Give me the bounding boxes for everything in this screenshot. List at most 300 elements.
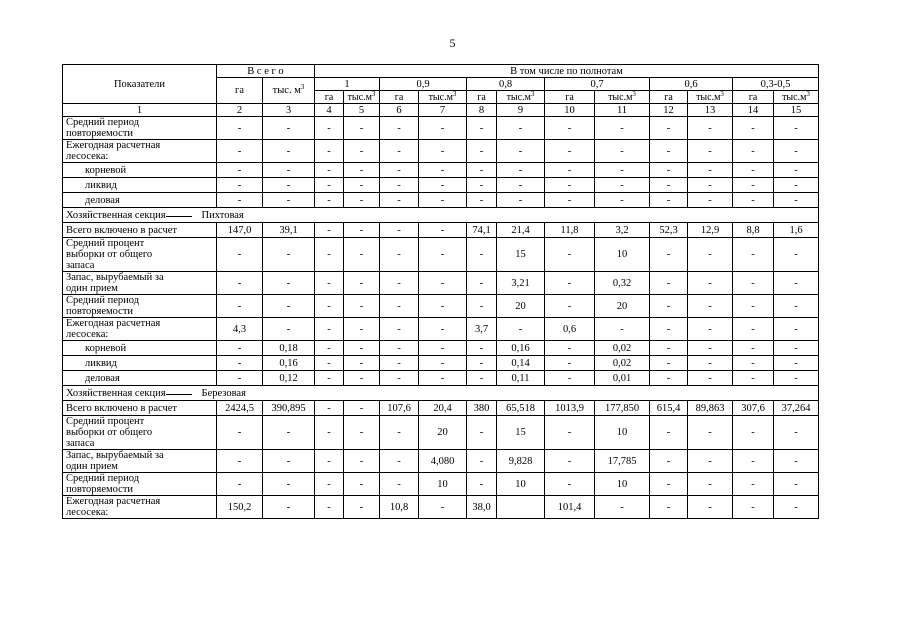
table-cell: - (217, 163, 263, 178)
table-row (63, 341, 819, 356)
table-cell: - (595, 163, 650, 178)
table-cell: 15 (497, 416, 545, 450)
table-cell: - (380, 238, 419, 272)
table-cell: - (344, 473, 380, 496)
table-cell: - (380, 356, 419, 371)
table-cell: - (315, 238, 344, 272)
table-cell: - (344, 401, 380, 416)
table-cell: 17,785 (595, 450, 650, 473)
table-cell: 10 (595, 473, 650, 496)
table-row (63, 117, 819, 140)
table-cell: - (733, 341, 774, 356)
table-cell: - (595, 318, 650, 341)
table-cell: 0,6 (545, 318, 595, 341)
column-number: 9 (497, 104, 545, 117)
table-row (63, 238, 819, 272)
table-cell: - (688, 238, 733, 272)
table-cell: - (774, 163, 819, 178)
table-cell: - (467, 371, 497, 386)
table-cell: - (217, 272, 263, 295)
density-header: 0,8 (467, 78, 545, 91)
table-cell: - (774, 295, 819, 318)
table-row (63, 272, 819, 295)
table-cell: - (315, 371, 344, 386)
table-row (63, 450, 819, 473)
unit-volume-header: $тыс.м^3$ (419, 91, 467, 104)
row-label: деловая (63, 371, 217, 386)
table-cell: - (315, 140, 344, 163)
table-cell: - (545, 295, 595, 318)
table-cell: - (688, 450, 733, 473)
row-label: Средний период повторяемости (63, 295, 217, 318)
table-cell: - (344, 496, 380, 519)
table-cell: - (380, 450, 419, 473)
table-cell: - (344, 416, 380, 450)
table-cell: - (774, 140, 819, 163)
table-cell: 0,16 (497, 341, 545, 356)
table-cell: - (263, 450, 315, 473)
table-cell (497, 496, 545, 519)
table-cell: - (380, 416, 419, 450)
table-cell: - (545, 163, 595, 178)
table-cell: - (595, 117, 650, 140)
density-header: 1 (315, 78, 380, 91)
table-cell: - (419, 295, 467, 318)
table-cell: - (467, 272, 497, 295)
table-cell: - (595, 193, 650, 208)
table-cell: - (315, 318, 344, 341)
table-cell: - (315, 473, 344, 496)
table-cell: 10,8 (380, 496, 419, 519)
table-cell: - (315, 272, 344, 295)
table-cell: 21,4 (497, 223, 545, 238)
table-cell: - (595, 496, 650, 519)
table-cell: - (688, 371, 733, 386)
table-cell: - (344, 295, 380, 318)
table-cell: - (419, 117, 467, 140)
unit-ha-header: га (467, 91, 497, 104)
table-header (63, 65, 819, 117)
table-cell: 20,4 (419, 401, 467, 416)
table-cell: - (217, 178, 263, 193)
table-row (63, 401, 819, 416)
unit-volume-header: $тыс.м^3$ (774, 91, 819, 104)
section-cell (63, 208, 819, 223)
table-cell: 38,0 (467, 496, 497, 519)
table-cell: - (595, 178, 650, 193)
table-cell: - (774, 356, 819, 371)
table-cell: - (467, 117, 497, 140)
table-cell: - (650, 238, 688, 272)
table-cell: 8,8 (733, 223, 774, 238)
table-cell: 0,32 (595, 272, 650, 295)
table-cell: - (263, 178, 315, 193)
table-cell: - (263, 318, 315, 341)
table-row (63, 416, 819, 450)
table-cell: - (315, 163, 344, 178)
table-cell: - (380, 295, 419, 318)
table-cell: - (688, 496, 733, 519)
table-cell: - (545, 117, 595, 140)
table-cell: - (688, 140, 733, 163)
table-cell: 147,0 (217, 223, 263, 238)
table-cell: - (217, 371, 263, 386)
unit-volume-header: $тыс.м^3$ (595, 91, 650, 104)
table-cell: 107,6 (380, 401, 419, 416)
density-header: 0,6 (650, 78, 733, 91)
table-cell: - (380, 178, 419, 193)
table-cell: - (650, 140, 688, 163)
table-cell: - (419, 193, 467, 208)
table-cell: 177,850 (595, 401, 650, 416)
table-cell: - (467, 473, 497, 496)
table-cell: - (650, 178, 688, 193)
table-cell: - (688, 117, 733, 140)
table-cell: - (650, 356, 688, 371)
table-cell: - (344, 371, 380, 386)
table-cell: 1013,9 (545, 401, 595, 416)
table-cell: - (315, 178, 344, 193)
table-cell: - (650, 193, 688, 208)
table-cell: - (315, 416, 344, 450)
table-cell: - (595, 140, 650, 163)
table-cell: - (380, 117, 419, 140)
table-cell: 65,518 (497, 401, 545, 416)
table-cell: - (217, 450, 263, 473)
table-cell: - (380, 341, 419, 356)
table-cell: - (650, 163, 688, 178)
table-cell: 20 (419, 416, 467, 450)
row-label: ликвид (63, 178, 217, 193)
table-cell: - (419, 223, 467, 238)
table-cell: - (380, 140, 419, 163)
table-cell: - (774, 416, 819, 450)
table-cell: - (545, 416, 595, 450)
table-cell: - (315, 496, 344, 519)
table-cell: - (315, 295, 344, 318)
table-cell: - (344, 272, 380, 295)
table-cell: - (688, 341, 733, 356)
table-cell: - (545, 450, 595, 473)
table-cell: - (217, 117, 263, 140)
table-cell: - (688, 295, 733, 318)
table-cell: - (650, 295, 688, 318)
table-cell: - (733, 163, 774, 178)
column-number: 5 (344, 104, 380, 117)
table-cell: 10 (419, 473, 467, 496)
table-cell: - (419, 140, 467, 163)
table-cell: 0,12 (263, 371, 315, 386)
row-label: Запас, вырубаемый за один прием (63, 272, 217, 295)
table-cell: 37,264 (774, 401, 819, 416)
table-row (63, 356, 819, 371)
report-table (62, 64, 819, 519)
table-cell: - (774, 318, 819, 341)
row-label: Ежегодная расчетная лесосека: (63, 318, 217, 341)
section-row (63, 208, 819, 223)
table-cell: - (217, 295, 263, 318)
table-cell: - (497, 318, 545, 341)
table-cell: - (263, 272, 315, 295)
unit-volume-header: $тыс.м^3$ (688, 91, 733, 104)
table-cell: - (774, 272, 819, 295)
table-cell: - (315, 117, 344, 140)
row-label: Всего включено в расчет (63, 401, 217, 416)
section-species: Березовая (201, 387, 246, 399)
table-cell: - (774, 473, 819, 496)
table-cell: - (217, 341, 263, 356)
table-cell: 615,4 (650, 401, 688, 416)
table-cell: 0,11 (497, 371, 545, 386)
unit-ha-header: га (733, 91, 774, 104)
table-row (63, 318, 819, 341)
table-cell: - (774, 193, 819, 208)
table-cell: - (344, 163, 380, 178)
indicators-header: Показатели (63, 65, 217, 104)
table-cell: - (774, 450, 819, 473)
table-cell: - (467, 140, 497, 163)
table-cell: - (315, 450, 344, 473)
table-cell: - (344, 238, 380, 272)
table-cell: - (733, 193, 774, 208)
table-cell: - (688, 356, 733, 371)
column-number: 2 (217, 104, 263, 117)
table-cell: - (497, 163, 545, 178)
unit-ha-header: га (650, 91, 688, 104)
table-cell: - (497, 193, 545, 208)
table-cell: - (263, 163, 315, 178)
table-cell: - (315, 223, 344, 238)
table-cell: - (545, 140, 595, 163)
table-cell: - (545, 341, 595, 356)
table-cell: - (419, 238, 467, 272)
table-cell: - (217, 140, 263, 163)
table-cell: - (344, 450, 380, 473)
total-ha-header: га (217, 78, 263, 104)
table-cell: - (380, 223, 419, 238)
table-cell: - (315, 341, 344, 356)
table-cell: 10 (497, 473, 545, 496)
table-cell: - (419, 341, 467, 356)
row-label: деловая (63, 193, 217, 208)
table-cell: - (315, 401, 344, 416)
table-cell: - (688, 272, 733, 295)
row-label: Ежегодная расчетная лесосека: (63, 496, 217, 519)
table-cell: 0,16 (263, 356, 315, 371)
table-cell: - (774, 371, 819, 386)
table-cell: - (733, 117, 774, 140)
table-cell: - (774, 238, 819, 272)
row-label: Средний процент выборки от общего запаса (63, 416, 217, 450)
table-cell: - (263, 193, 315, 208)
table-cell: - (217, 193, 263, 208)
column-number: 12 (650, 104, 688, 117)
table-cell: - (380, 193, 419, 208)
table-cell: - (545, 193, 595, 208)
table-cell: - (688, 163, 733, 178)
column-number: 8 (467, 104, 497, 117)
total-volume-header: тыс. $м^3$ (263, 78, 315, 104)
table-cell: 0,02 (595, 356, 650, 371)
table-cell: - (733, 238, 774, 272)
table-cell: - (733, 416, 774, 450)
table-cell: - (497, 117, 545, 140)
table-cell: - (733, 473, 774, 496)
table-cell: - (467, 416, 497, 450)
table-cell: 4,3 (217, 318, 263, 341)
table-cell: 2424,5 (217, 401, 263, 416)
table-cell: 0,02 (595, 341, 650, 356)
total-header: В с е г о (217, 65, 315, 78)
table-cell: - (217, 356, 263, 371)
table-cell: - (467, 295, 497, 318)
table-cell: 20 (497, 295, 545, 318)
table-cell: - (733, 371, 774, 386)
unit-ha-header: га (315, 91, 344, 104)
section-cell (63, 386, 819, 401)
column-number: 13 (688, 104, 733, 117)
column-number: 11 (595, 104, 650, 117)
table-cell: - (344, 318, 380, 341)
row-label: Всего включено в расчет (63, 223, 217, 238)
table-cell: - (650, 496, 688, 519)
table-cell: - (545, 356, 595, 371)
section-row (63, 386, 819, 401)
table-cell: - (467, 178, 497, 193)
table-cell: - (688, 193, 733, 208)
table-cell: - (497, 140, 545, 163)
table-cell: - (733, 272, 774, 295)
column-number: 6 (380, 104, 419, 117)
table-cell: 3,2 (595, 223, 650, 238)
table-row (63, 496, 819, 519)
table-cell: - (688, 473, 733, 496)
table-cell: 150,2 (217, 496, 263, 519)
page-number: 5 (449, 36, 456, 50)
section-species: Пихтовая (201, 209, 244, 221)
table-cell: - (419, 356, 467, 371)
table-row (63, 178, 819, 193)
table-cell: 89,863 (688, 401, 733, 416)
table-cell: - (650, 318, 688, 341)
table-cell: - (650, 416, 688, 450)
table-cell: - (467, 341, 497, 356)
column-number: 3 (263, 104, 315, 117)
table-row (63, 473, 819, 496)
table-cell: - (733, 178, 774, 193)
column-number: 1 (63, 104, 217, 117)
table-cell: - (344, 356, 380, 371)
table-cell: 101,4 (545, 496, 595, 519)
table-cell: - (344, 193, 380, 208)
table-cell: - (774, 341, 819, 356)
table-cell: - (380, 371, 419, 386)
table-cell: - (419, 318, 467, 341)
unit-volume-header: $тыс.м^3$ (497, 91, 545, 104)
table-cell: - (217, 238, 263, 272)
table-cell: - (380, 163, 419, 178)
table-cell: 0,01 (595, 371, 650, 386)
by-density-header: В том числе по полнотам (315, 65, 819, 78)
row-label: Запас, вырубаемый за один прием (63, 450, 217, 473)
table-cell: - (419, 272, 467, 295)
column-number: 10 (545, 104, 595, 117)
table-cell: - (545, 473, 595, 496)
table-cell: - (774, 178, 819, 193)
table-cell: 1,6 (774, 223, 819, 238)
table-cell: 10 (595, 416, 650, 450)
section-underline (166, 216, 192, 217)
table-cell: - (650, 272, 688, 295)
table-row (63, 193, 819, 208)
table-row (63, 295, 819, 318)
table-cell: - (263, 238, 315, 272)
density-header: 0,3-0,5 (733, 78, 819, 91)
column-number: 4 (315, 104, 344, 117)
table-cell: - (263, 416, 315, 450)
row-label: корневой (63, 341, 217, 356)
density-header: 0,7 (545, 78, 650, 91)
row-label: Средний процент выборки от общего запаса (63, 238, 217, 272)
table-cell: - (545, 238, 595, 272)
table-cell: - (650, 473, 688, 496)
table-cell: 10 (595, 238, 650, 272)
table-cell: - (380, 318, 419, 341)
table-cell: 52,3 (650, 223, 688, 238)
table-cell: - (650, 341, 688, 356)
table-cell: - (733, 356, 774, 371)
section-label: Хозяйственная секция (66, 209, 166, 221)
table-cell: - (467, 356, 497, 371)
table-row (63, 140, 819, 163)
density-header: 0,9 (380, 78, 467, 91)
table-cell: - (315, 193, 344, 208)
table-cell: - (263, 117, 315, 140)
table-cell: 74,1 (467, 223, 497, 238)
table-cell: - (545, 272, 595, 295)
row-label: Ежегодная расчетная лесосека: (63, 140, 217, 163)
table-cell: - (263, 295, 315, 318)
section-label: Хозяйственная секция (66, 387, 166, 399)
table-cell: - (774, 117, 819, 140)
unit-volume-header: $тыс.м^3$ (344, 91, 380, 104)
unit-ha-header: га (545, 91, 595, 104)
table-cell: - (380, 473, 419, 496)
table-cell: 380 (467, 401, 497, 416)
table-cell: - (733, 140, 774, 163)
table-cell: - (380, 272, 419, 295)
table-cell: - (263, 140, 315, 163)
table-cell: - (419, 178, 467, 193)
table-cell: - (688, 318, 733, 341)
table-cell: 20 (595, 295, 650, 318)
row-label: Средний период повторяемости (63, 473, 217, 496)
table-cell: - (315, 356, 344, 371)
table-cell: - (733, 318, 774, 341)
table-cell: - (733, 450, 774, 473)
table-cell: 0,14 (497, 356, 545, 371)
row-label: Средний период повторяемости (63, 117, 217, 140)
row-label: ликвид (63, 356, 217, 371)
table-cell: - (419, 163, 467, 178)
table-cell: - (344, 140, 380, 163)
table-cell: - (774, 496, 819, 519)
table-cell: - (263, 473, 315, 496)
table-cell: 3,21 (497, 272, 545, 295)
table-cell: - (344, 223, 380, 238)
table-cell: 9,828 (497, 450, 545, 473)
table-cell: - (344, 117, 380, 140)
